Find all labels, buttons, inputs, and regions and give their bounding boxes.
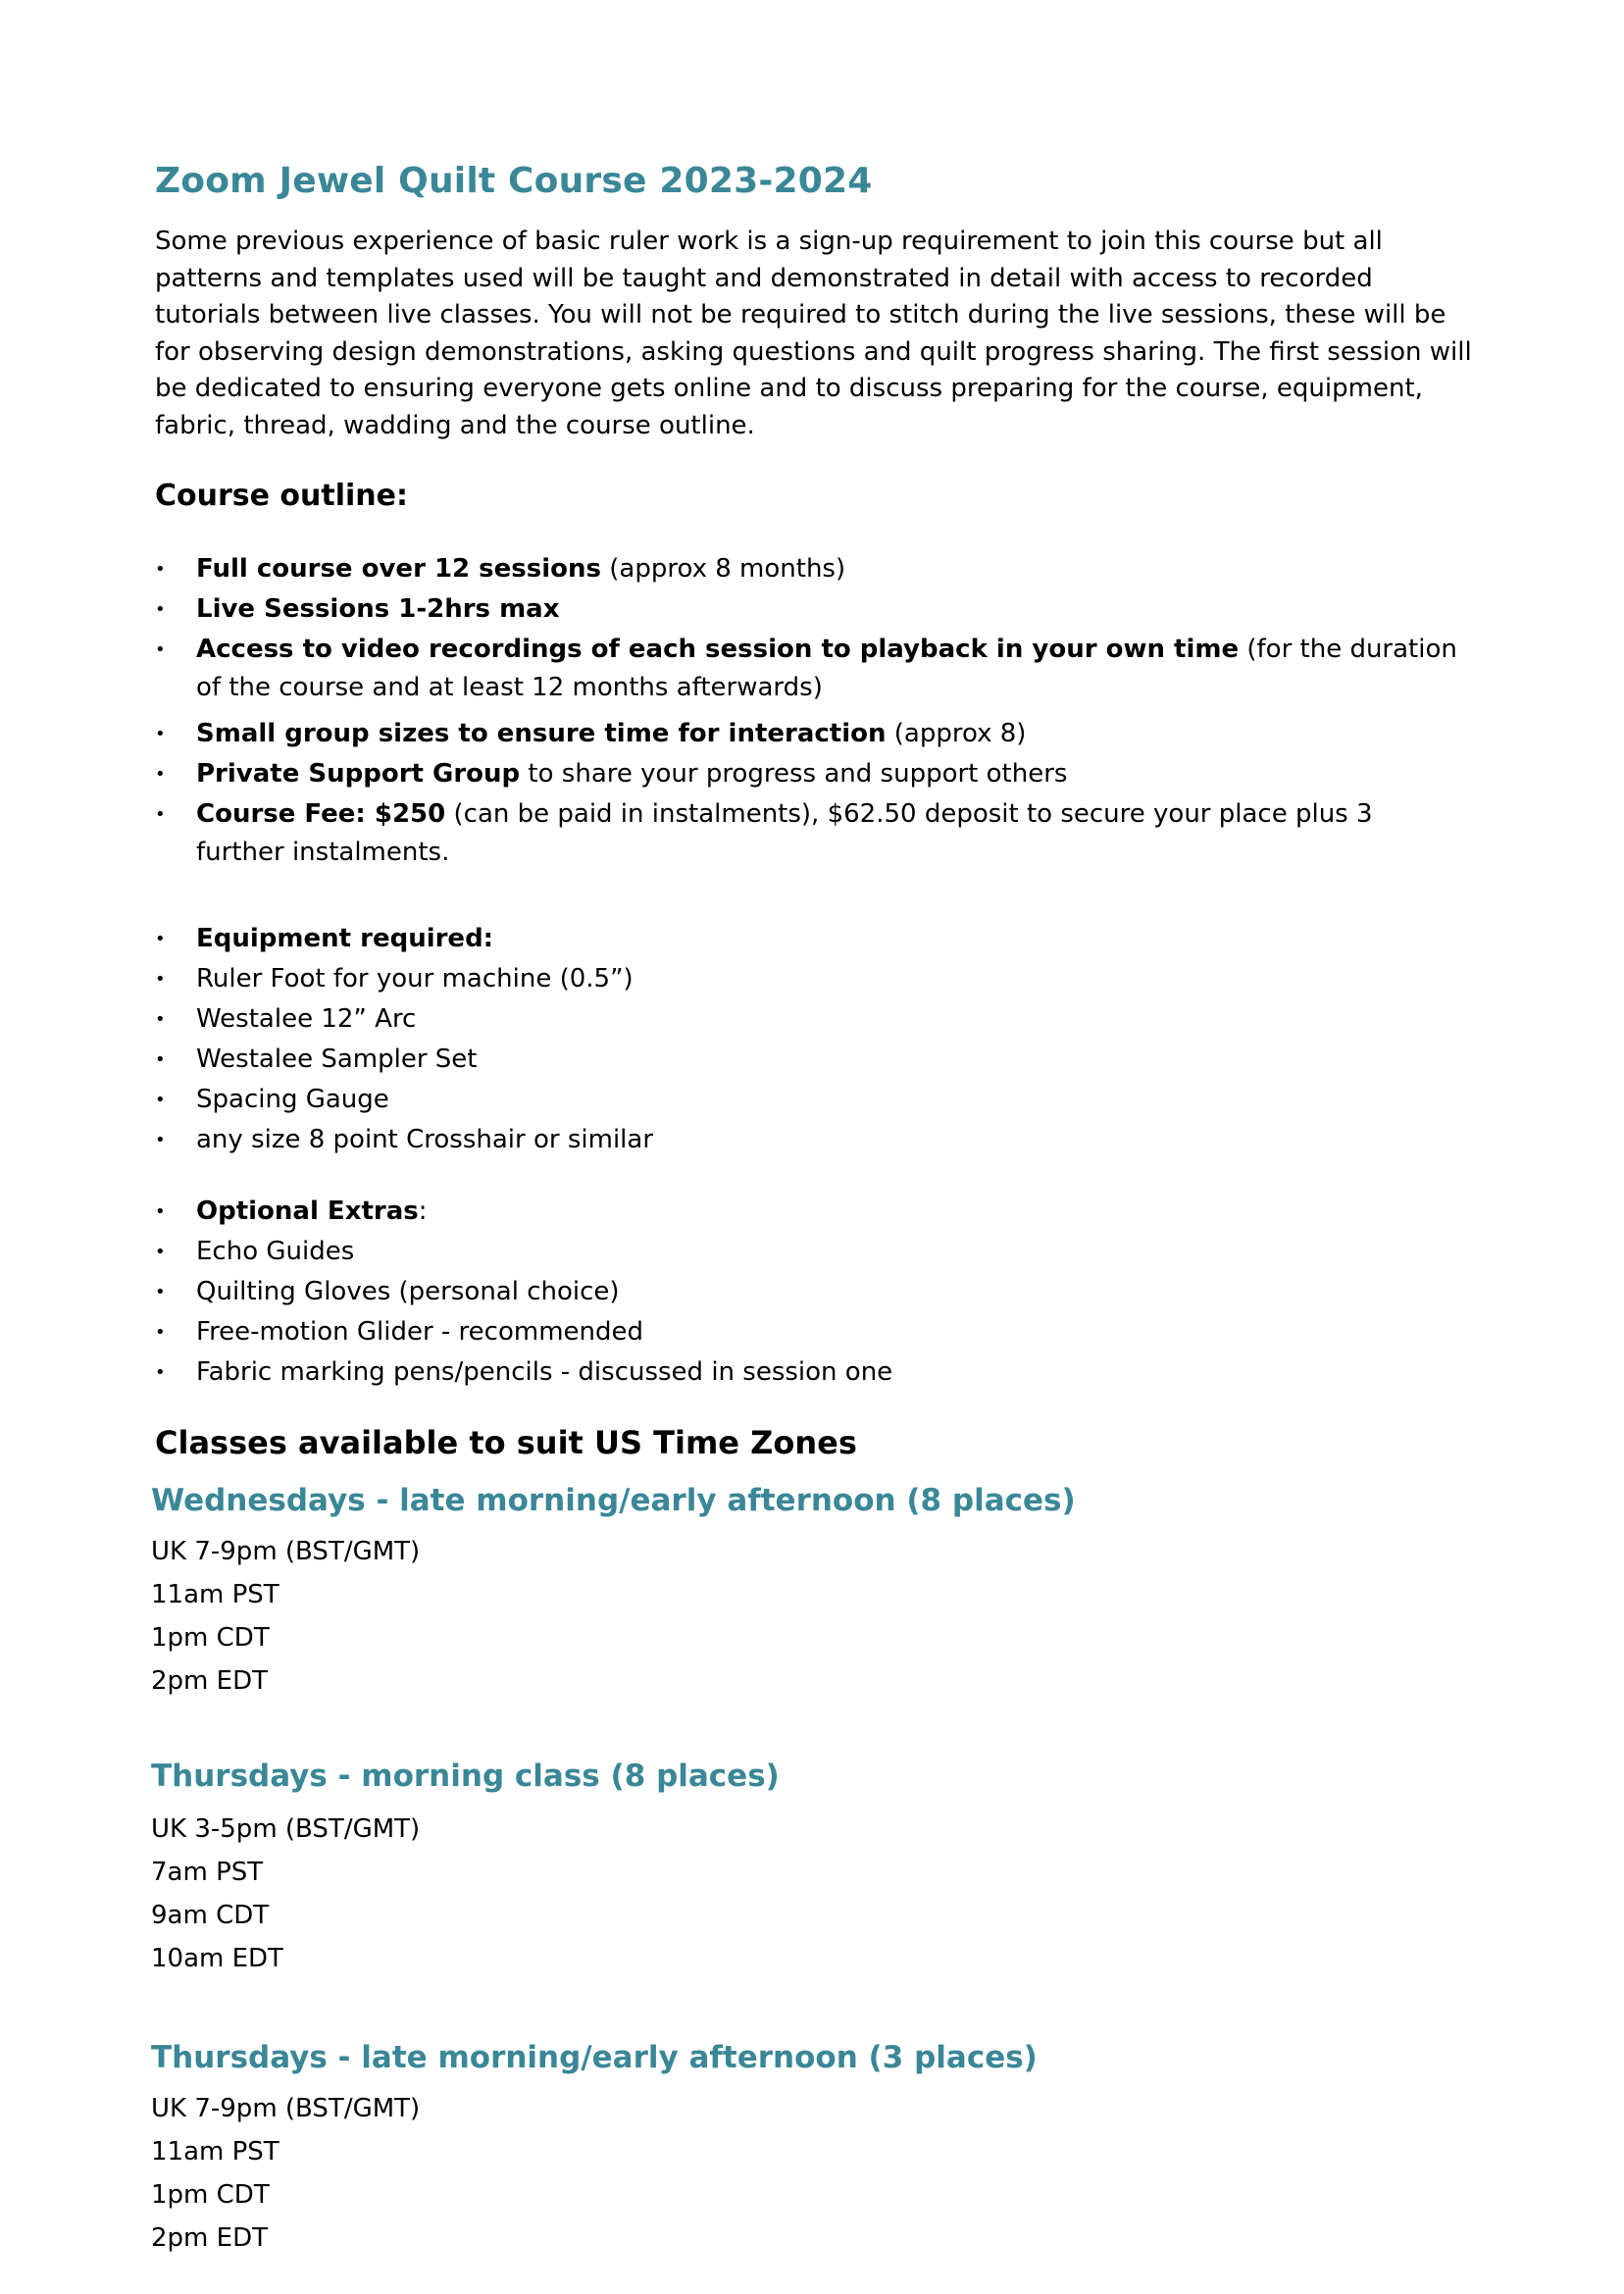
class-time: 2pm EDT — [151, 1666, 268, 1696]
list-item: • Access to video recordings of each session to playback in your own time (for the duration of the course and at least 12 months afterwards) — [155, 631, 1479, 707]
list-item: • Westalee Sampler Set — [155, 1041, 1479, 1079]
class-times-list — [151, 2087, 420, 2260]
bullet-icon: • — [155, 1130, 166, 1150]
class-times-list — [151, 1530, 420, 1703]
bullet-icon: • — [155, 1090, 166, 1110]
intro-paragraph: Some previous experience of basic ruler work is a sign-up requirement to join this course but all patterns and templates used will be taught and demonstrated in detail with access to recorded tutorials between live classes. You will not be required to stitch during the live sessions, these will be for observing design demonstrations, asking questions and quilt progress sharing. The first session will be dedicated to ensuring everyone gets online and to discuss preparing for the course, equipment, fabric, thread, wadding and the course outline. — [155, 227, 1472, 440]
class-time: UK 3-5pm (BST/GMT) — [151, 1814, 421, 1844]
optional-extras-list — [155, 1193, 1479, 1394]
bullet-icon: • — [155, 969, 166, 990]
classes-heading: Classes available to suit US Time Zones — [155, 1424, 857, 1461]
list-item: • any size 8 point Crosshair or similar — [155, 1121, 1479, 1159]
bullet-icon: • — [155, 804, 166, 825]
list-item: • Course Fee: $250 (can be paid in instalments), $62.50 deposit to secure your place plus 3 further instalments. — [155, 795, 1432, 872]
class-times-list — [151, 1808, 420, 1980]
list-item: • Ruler Foot for your machine (0.5”) — [155, 960, 1479, 998]
list-item: • Quilting Gloves (personal choice) — [155, 1273, 1479, 1311]
class-time: 7am PST — [151, 1858, 264, 1887]
bullet-icon: • — [155, 1362, 166, 1383]
bullet-icon: • — [155, 929, 166, 949]
list-item: • Full course over 12 sessions (approx 8 months) — [155, 550, 1479, 588]
list-item: • Echo Guides — [155, 1233, 1479, 1271]
bullet-icon: • — [155, 1242, 166, 1262]
class-group-title: Thursdays - late morning/early afternoon (3 places) — [151, 2040, 1038, 2075]
list-item: • Westalee 12” Arc — [155, 1000, 1479, 1039]
bullet-icon: • — [155, 599, 166, 620]
bullet-icon: • — [155, 1322, 166, 1343]
class-time: UK 7-9pm (BST/GMT) — [151, 2094, 421, 2123]
list-item: • Free-motion Glider - recommended — [155, 1313, 1479, 1351]
bullet-icon: • — [155, 1201, 166, 1222]
list-item: • Spacing Gauge — [155, 1081, 1479, 1119]
class-time: 1pm CDT — [151, 2180, 270, 2210]
bullet-icon: • — [155, 639, 166, 660]
class-time: UK 7-9pm (BST/GMT) — [151, 1537, 421, 1566]
extras-heading: Optional Extras — [196, 1197, 419, 1226]
class-time: 11am PST — [151, 1580, 279, 1609]
bullet-icon: • — [155, 764, 166, 785]
list-item: • Live Sessions 1-2hrs max — [155, 590, 1479, 629]
extras-heading-item: • Optional Extras: — [155, 1193, 1479, 1231]
bullet-icon: • — [155, 1049, 166, 1070]
bullet-icon: • — [155, 1282, 166, 1302]
class-group-title: Thursdays - morning class (8 places) — [151, 1759, 780, 1794]
bullet-icon: • — [155, 1009, 166, 1030]
class-time: 2pm EDT — [151, 2223, 268, 2253]
course-outline-list — [155, 550, 1479, 880]
course-outline-heading: Course outline: — [155, 479, 409, 513]
equipment-list — [155, 920, 1479, 1161]
class-time: 11am PST — [151, 2137, 279, 2167]
page-title: Zoom Jewel Quilt Course 2023-2024 — [155, 161, 873, 202]
list-item: • Fabric marking pens/pencils - discussed in session one — [155, 1353, 1479, 1392]
class-group-title: Wednesdays - late morning/early afternoon (8 places) — [151, 1483, 1076, 1518]
equipment-heading-item — [155, 920, 1479, 958]
bullet-icon: • — [155, 724, 166, 744]
list-item: • Private Support Group to share your progress and support others — [155, 755, 1479, 793]
class-time: 1pm CDT — [151, 1623, 270, 1653]
bullet-icon: • — [155, 559, 166, 580]
list-item: • Small group sizes to ensure time for interaction (approx 8) — [155, 715, 1479, 753]
class-time: 10am EDT — [151, 1944, 283, 1973]
equipment-heading: Equipment required: — [196, 924, 494, 953]
class-time: 9am CDT — [151, 1901, 270, 1930]
